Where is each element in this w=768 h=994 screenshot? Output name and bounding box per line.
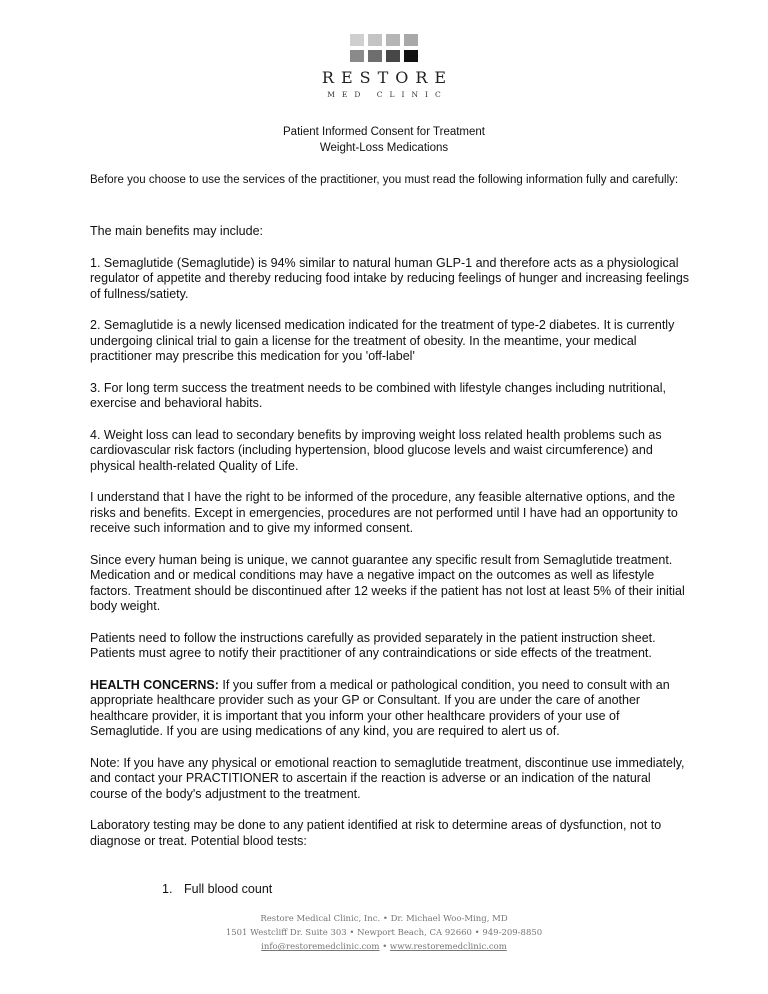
logo-squares bbox=[350, 34, 418, 62]
paragraph: 3. For long term success the treatment needs to be combined with lifestyle changes including nutritional, exercise and behavioral habits. bbox=[90, 380, 667, 410]
document-body bbox=[90, 224, 690, 865]
paragraph: Note: If you have any physical or emotional reaction to semaglutide treatment, discontinue use immediately, and contact your PRACTITIONER to ascertain if the reaction is adverse or an indication of the natural course of the body's adjustment to the treatment. bbox=[90, 755, 685, 801]
logo-square bbox=[368, 34, 382, 46]
page-footer bbox=[0, 912, 768, 954]
paragraph: 2. Semaglutide is a newly licensed medication indicated for the treatment of type-2 diabetes. It is currently undergoing clinical trial to gain a license for the treatment of obesity. In the meantime, your medical practitioner may prescribe this medication for you 'off-label' bbox=[90, 318, 675, 363]
paragraph: Since every human being is unique, we cannot guarantee any specific result from Semaglutide treatment. Medication and or medical conditions may have a negative impact on the outcomes as well as lifestyle factors. Treatment should be discontinued after 12 weeks if the patient has not lost at least 5% of their initial body weight. bbox=[90, 552, 685, 613]
health-concerns-label: HEALTH CONCERNS: bbox=[90, 677, 219, 692]
logo-square bbox=[404, 50, 418, 62]
logo-square bbox=[368, 50, 382, 62]
email-link[interactable]: info@restoremedclinic.com bbox=[261, 942, 380, 952]
paragraph: Laboratory testing may be done to any patient identified at risk to determine areas of dysfunction, not to diagnose or treat. Potential blood tests: bbox=[90, 818, 662, 848]
footer-line-2: 1501 Westcliff Dr. Suite 303 • Newport Beach, CA 92660 • 949-209-8850 bbox=[225, 928, 543, 938]
benefits-heading: The main benefits may include: bbox=[90, 224, 264, 238]
paragraph: I understand that I have the right to be informed of the procedure, any feasible alternative options, and the risks and benefits. Except in emergencies, procedures are not performed until I have had an opportunity to receive such information and to give my informed consent. bbox=[90, 490, 678, 535]
paragraph: 1. Semaglutide (Semaglutide) is 94% similar to natural human GLP-1 and therefore acts as a physiological regulator of appetite and thereby reducing food intake by reducing feelings of hunger and increasing feelings of fullness/satiety. bbox=[90, 255, 690, 301]
list-item bbox=[162, 882, 272, 896]
blood-tests-list bbox=[162, 882, 272, 896]
logo-square bbox=[386, 50, 400, 62]
intro-paragraph: Before you choose to use the services of the practitioner, you must read the following information fully and carefully: bbox=[90, 174, 679, 186]
logo-name: RESTORE bbox=[321, 68, 454, 87]
logo-square bbox=[386, 34, 400, 46]
health-concerns-paragraph bbox=[90, 678, 690, 740]
logo-square bbox=[350, 34, 364, 46]
footer-line-1: Restore Medical Clinic, Inc. • Dr. Michael Woo-Ming, MD bbox=[260, 914, 508, 924]
health-concerns-text: If you suffer from a medical or pathological condition, you need to consult with an appropriate healthcare provider such as your GP or Consultant. If you are under the care of another healthcare provider, it is important that you inform your other healthcare providers of your use of Semaglutide. If you are using medications of any kind, you are required to alert us of. bbox=[90, 677, 670, 738]
paragraph: 4. Weight loss can lead to secondary benefits by improving weight loss related health problems such as cardiovascular risk factors (including hypertension, blood glucose levels and waist circumference) and physical health-related Quality of Life. bbox=[90, 427, 662, 473]
website-link[interactable]: www.restoremedclinic.com bbox=[389, 942, 507, 952]
document-title bbox=[0, 124, 768, 156]
logo-square bbox=[404, 34, 418, 46]
footer-line-3 bbox=[0, 940, 768, 954]
footer-separator: • bbox=[379, 942, 390, 952]
title-line-1: Patient Informed Consent for Treatment bbox=[283, 126, 485, 138]
clinic-logo bbox=[0, 34, 768, 99]
logo-square bbox=[350, 50, 364, 62]
paragraph: Patients need to follow the instructions carefully as provided separately in the patient instruction sheet. Patients must agree to notify their practitioner of any contraindications or side effects of the treatment. bbox=[90, 630, 656, 660]
list-item-number: 1. bbox=[162, 882, 173, 896]
title-line-2: Weight-Loss Medications bbox=[319, 142, 449, 154]
logo-subtitle: MED CLINIC bbox=[327, 90, 448, 99]
list-item-text: Full blood count bbox=[184, 882, 273, 896]
